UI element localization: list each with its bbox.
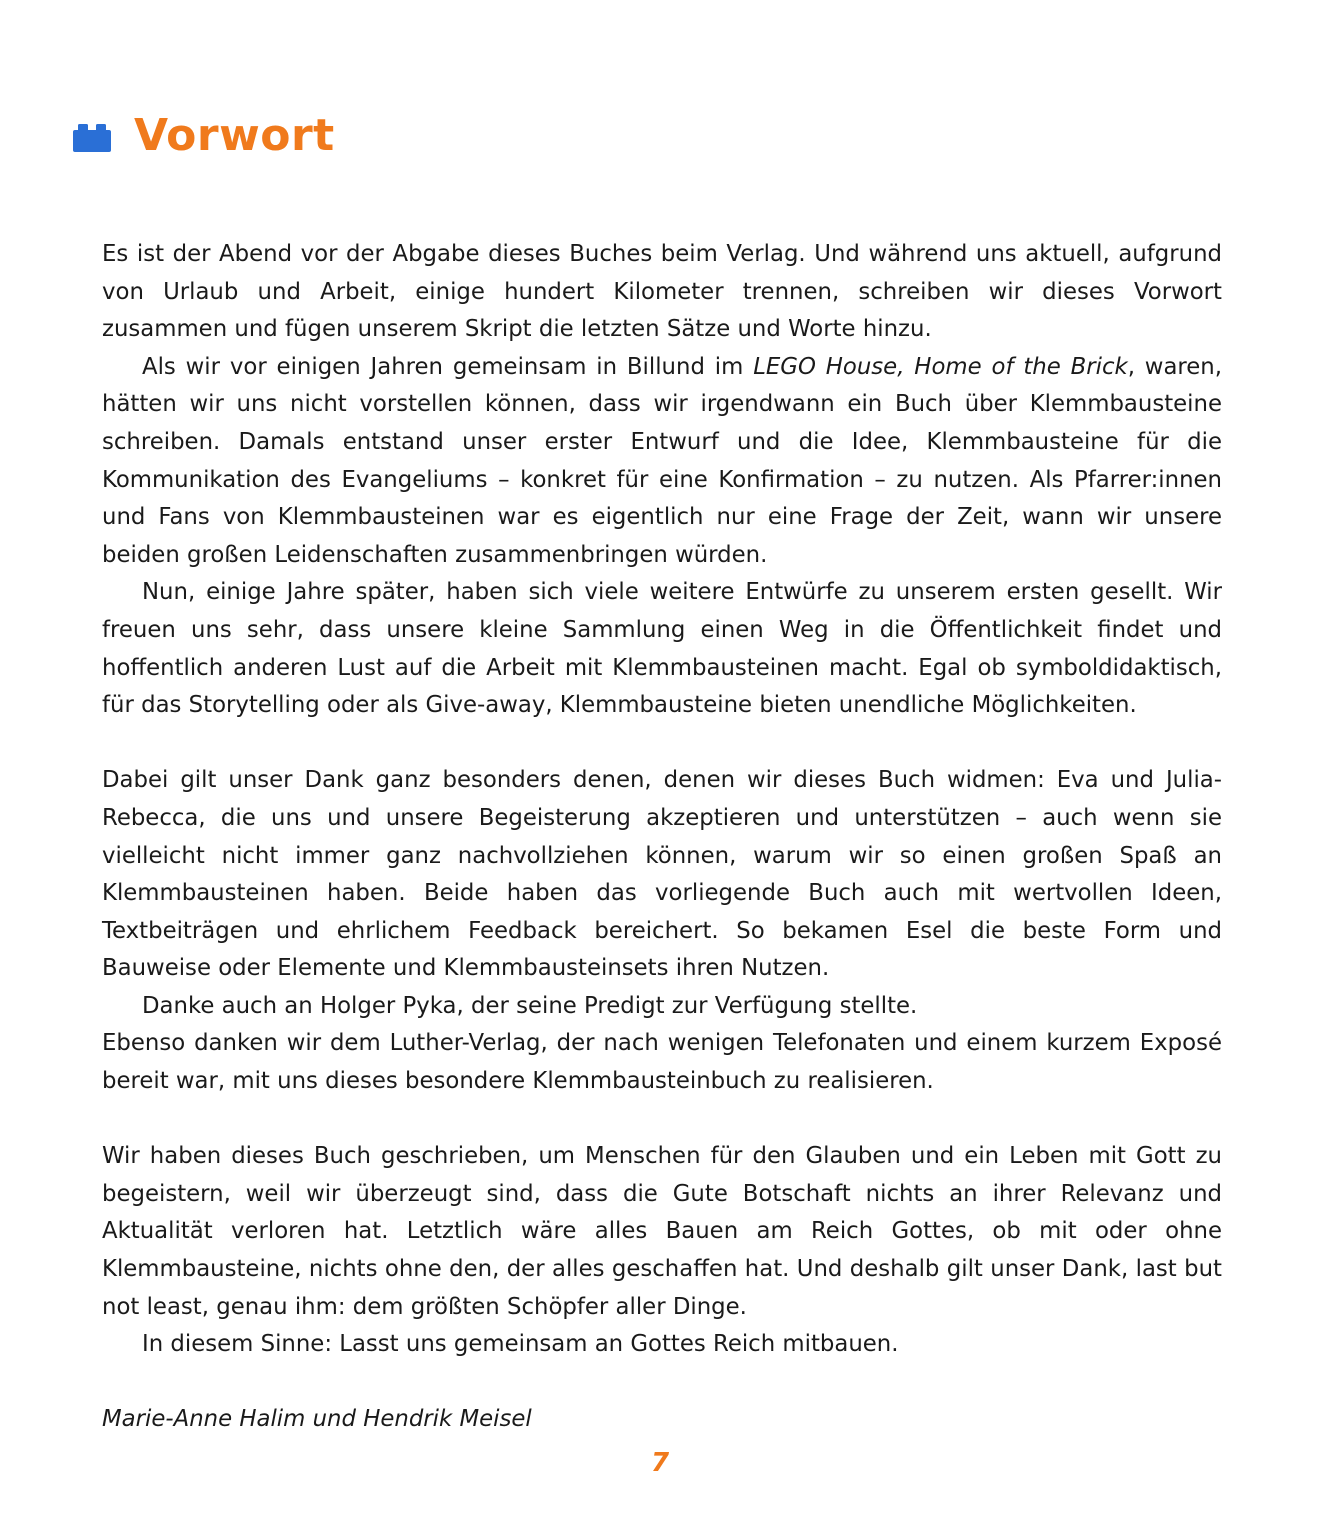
page-title: Vorwort	[134, 110, 335, 161]
paragraph-purpose: Wir haben dieses Buch geschrieben, um Menschen für den Glauben und ein Leben mit Gott zu begeistern, weil wir überzeugt sind, dass die Gute Botschaft nichts an ihrer Relevanz und Aktualität verloren hat. Letztlich wäre alles Bauen am Reich Gottes, ob mit oder ohne Klemmbausteine, nichts ohne den, der alles geschaffen hat. Und deshalb gilt unser Dank, last but not least, genau ihm: dem größten Schöpfer aller Dinge.	[102, 1143, 1222, 1320]
signature: Marie-Anne Halim und Hendrik Meisel	[102, 1406, 532, 1433]
paragraph-thanks-pyka: Danke auch an Holger Pyka, der seine Predigt zur Verfügung stellte.	[142, 992, 918, 1019]
body-text	[102, 236, 1222, 1439]
paragraph-intro: Es ist der Abend vor der Abgabe dieses Buches beim Verlag. Und während uns aktuell, aufgrund von Urlaub und Arbeit, einige hundert Kilometer trennen, schreiben wir dieses Vorwort zusammen und fügen unserem Skript die letzten Sätze und Worte hinzu.	[102, 241, 1222, 343]
paragraph-billund-end: , waren, hätten wir uns nicht vorstellen können, dass wir irgendwann ein Buch über Klemmbausteine schreiben. Damals entstand unser erster Entwurf und die Idee, Klemmbausteine für die Kommunikation des Evangeliums – konkret für eine Konfirmation – zu nutzen. Als Pfarrer:innen und Fans von Klemmbausteinen war es eigentlich nur eine Frage der Zeit, wann wir unsere beiden großen Leidenschaften zusammenbringen würden.	[102, 353, 1223, 568]
paragraph-thanks-family: Dabei gilt unser Dank ganz besonders denen, denen wir dieses Buch widmen: Eva und Julia-Rebecca, die uns und unsere Begeisterung akzeptieren und unterstützen – auch wenn sie vielleicht nicht immer ganz nachvollziehen können, warum wir so einen großen Spaß an Klemmbausteinen haben. Beide haben das vorliegende Buch auch mit wertvollen Ideen, Textbeiträgen und ehrlichem Feedback bereichert. So bekamen Esel die beste Form und Bauweise oder Elemente und Klemmbausteinsets ihren Nutzen.	[102, 767, 1222, 982]
paragraph-billund-start: Als wir vor einigen Jahren gemeinsam in Billund im	[142, 353, 754, 380]
paragraph-collection: Nun, einige Jahre später, haben sich viele weitere Entwürfe zu unserem ersten gesellt. Wir freuen uns sehr, dass unsere kleine Sammlung einen Weg in die Öffentlichkeit findet und hoffentlich anderen Lust auf die Arbeit mit Klemmbausteinen macht. Egal ob symboldidaktisch, für das Storytelling oder als Give-away, Klemmbausteine bieten unendliche Möglichkeiten.	[102, 579, 1222, 719]
lego-brick-icon	[72, 123, 112, 153]
paragraph-closing: In diesem Sinne: Lasst uns gemeinsam an Gottes Reich mitbauen.	[142, 1331, 899, 1358]
paragraph-thanks-publisher: Ebenso danken wir dem Luther-Verlag, der nach wenigen Telefonaten und einem kurzem Exposé bereit war, mit uns dieses besondere Klemmbausteinbuch zu realisieren.	[102, 1030, 1222, 1095]
paragraph-billund	[102, 349, 1222, 575]
lego-house-name: LEGO House, Home of the Brick	[753, 353, 1128, 380]
page-number: 7	[650, 1448, 670, 1478]
page-header	[72, 108, 335, 164]
